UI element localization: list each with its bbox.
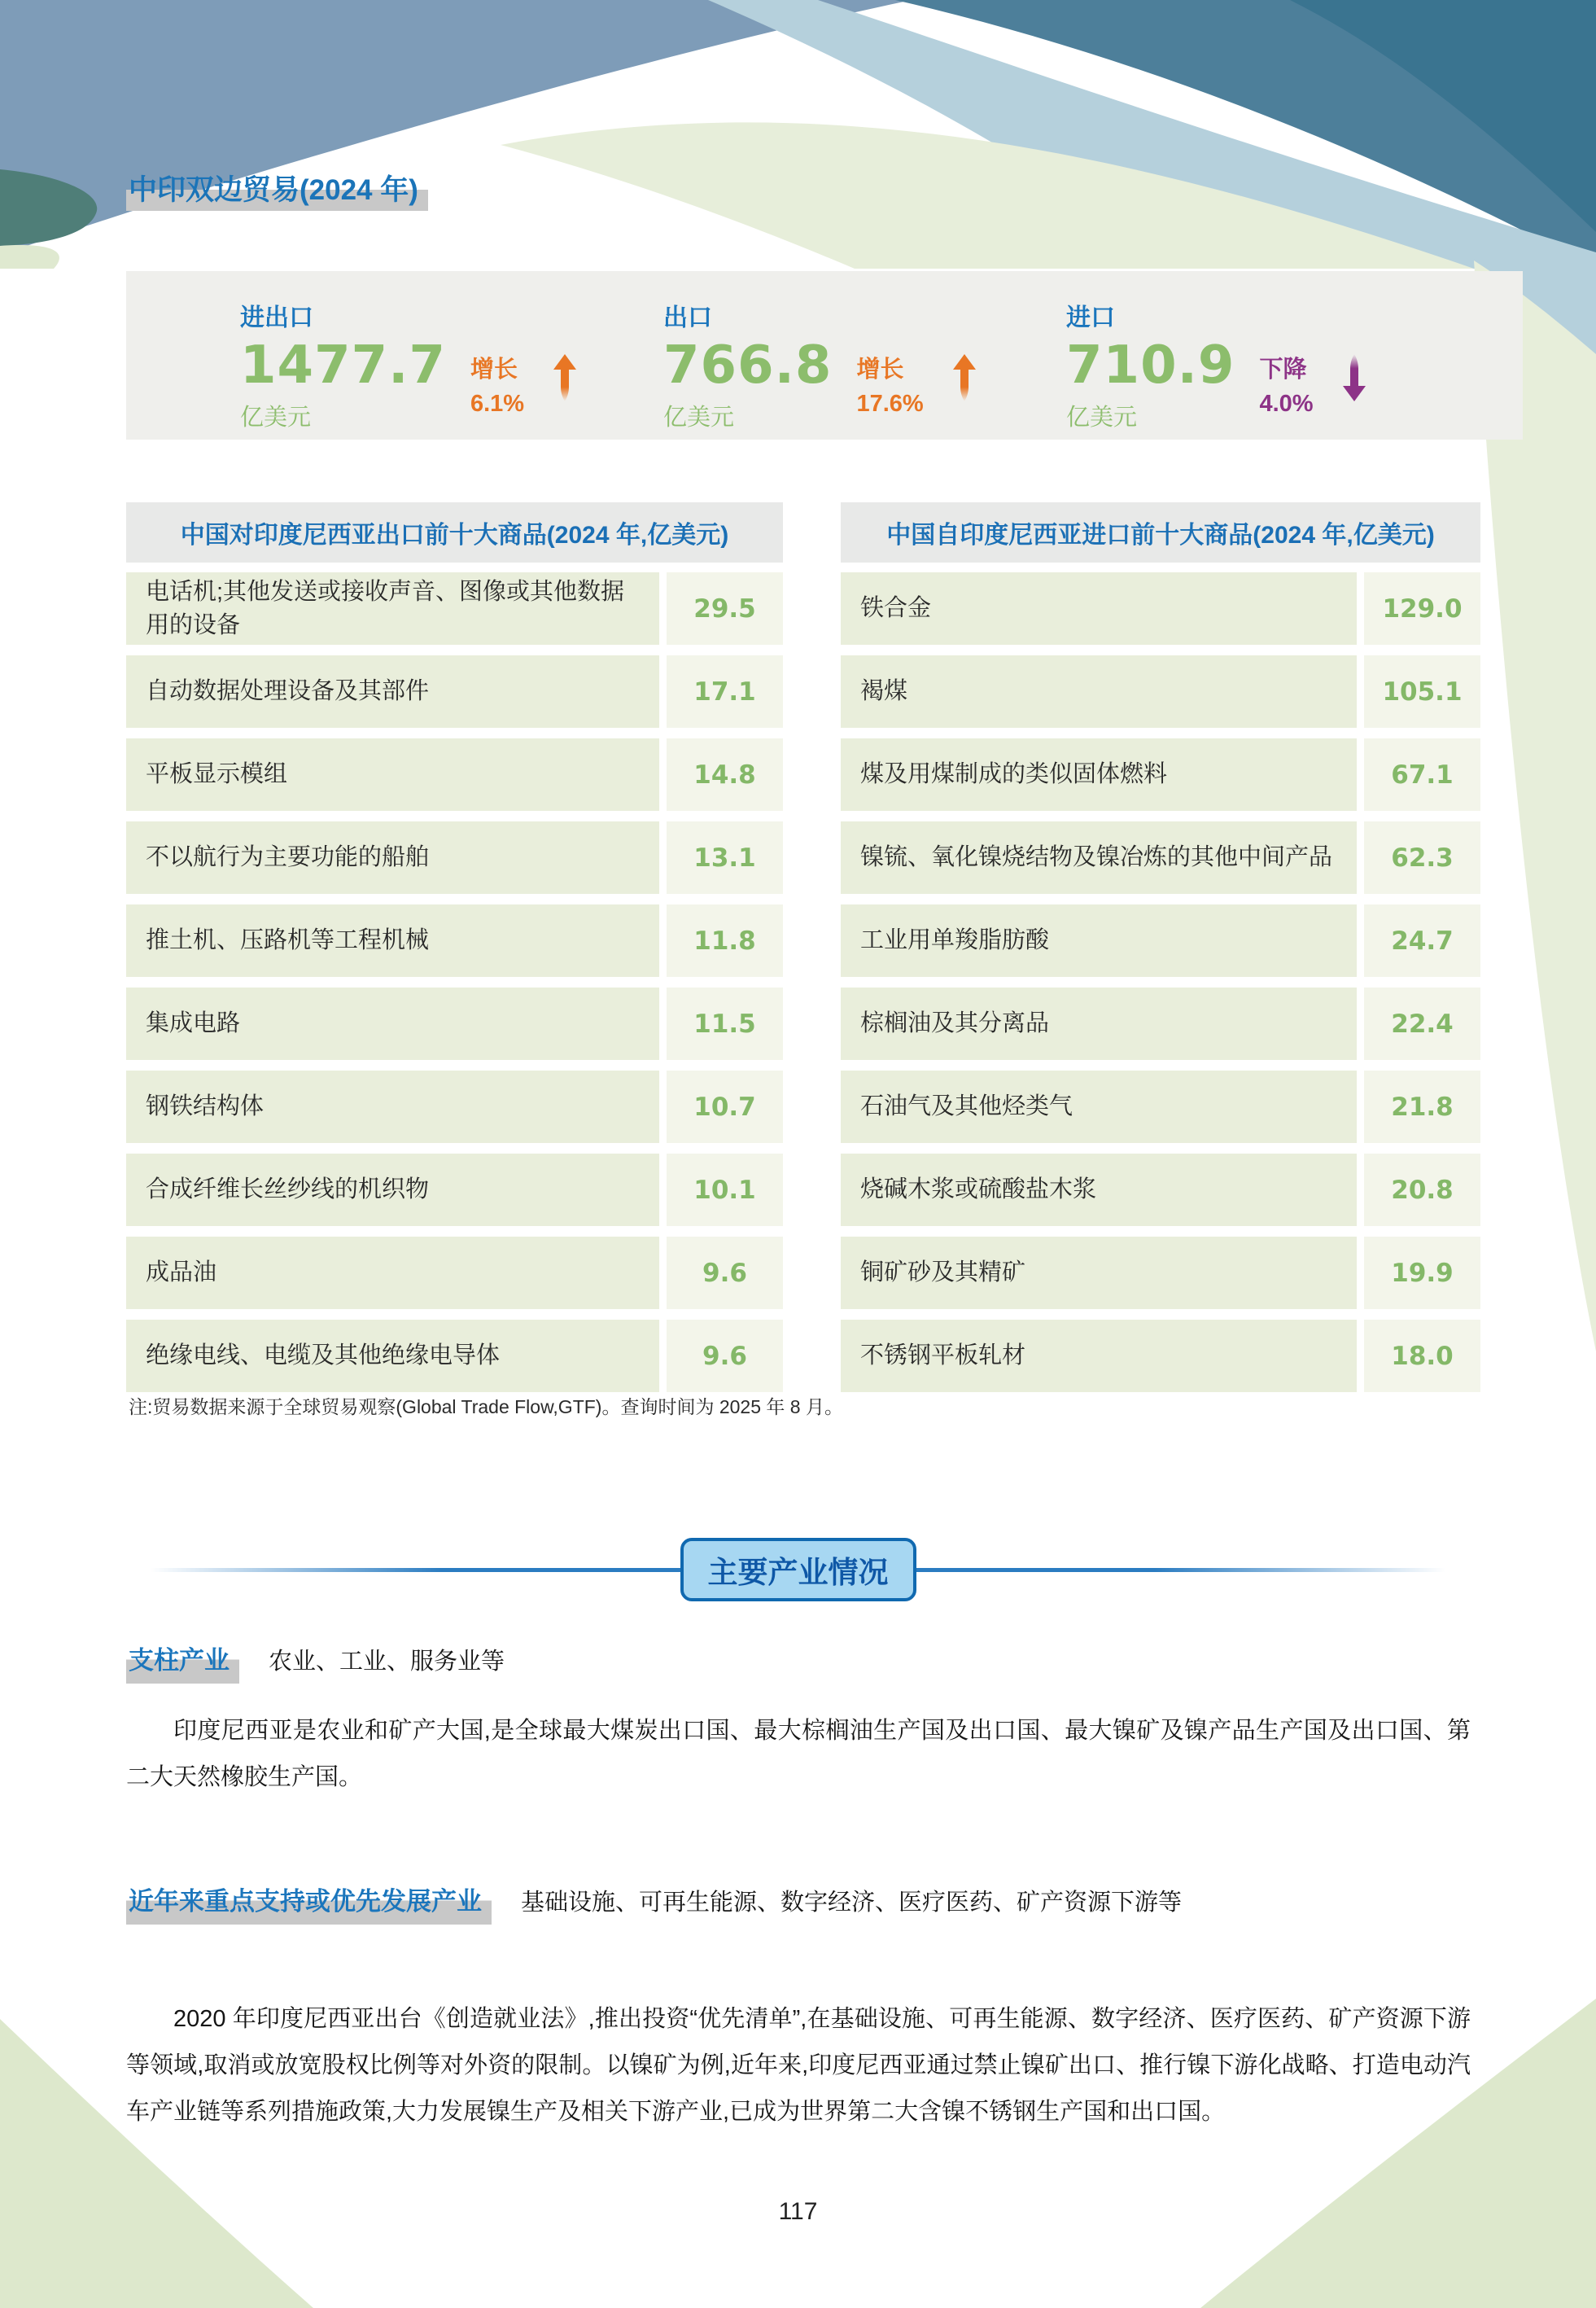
table-row	[841, 904, 1480, 977]
table-row	[126, 988, 783, 1060]
stat-import	[1066, 297, 1371, 432]
commodity-name: 工业用单羧脂肪酸	[841, 904, 1357, 977]
divider-line-left	[151, 1568, 680, 1572]
commodity-value: 29.5	[667, 572, 783, 645]
commodity-value: 10.7	[667, 1071, 783, 1143]
stat-change-label: 增长	[470, 357, 518, 383]
commodity-value: 62.3	[1364, 821, 1480, 894]
commodity-value: 14.8	[667, 738, 783, 811]
commodity-value: 18.0	[1364, 1320, 1480, 1392]
table-row	[841, 1237, 1480, 1309]
stat-label: 进出口	[240, 304, 313, 331]
priority-label: 近年来重点支持或优先发展产业	[126, 1881, 492, 1925]
down-arrow-icon	[1338, 353, 1371, 403]
stat-value: 766.8	[663, 335, 833, 396]
stat-value: 710.9	[1066, 335, 1235, 396]
priority-industries: 基础设施、可再生能源、数字经济、医疗医药、矿产资源下游等	[521, 1890, 1183, 1916]
pillar-label: 支柱产业	[126, 1640, 239, 1684]
commodity-value: 129.0	[1364, 572, 1480, 645]
commodity-name: 铜矿砂及其精矿	[841, 1237, 1357, 1309]
page-title	[126, 168, 428, 208]
commodity-name: 烧碱木浆或硫酸盐木浆	[841, 1154, 1357, 1226]
commodity-name: 石油气及其他烃类气	[841, 1071, 1357, 1143]
commodity-value: 11.8	[667, 904, 783, 977]
commodity-value: 20.8	[1364, 1154, 1480, 1226]
stat-number-block	[1066, 335, 1235, 432]
export-table-title: 中国对印度尼西亚出口前十大商品(2024 年,亿美元)	[126, 502, 783, 563]
stat-unit: 亿美元	[1066, 405, 1138, 431]
commodity-name: 不锈钢平板轧材	[841, 1320, 1357, 1392]
commodity-name: 成品油	[126, 1237, 659, 1309]
stat-change	[1259, 353, 1313, 432]
commodity-name: 不以航行为主要功能的船舶	[126, 821, 659, 894]
stat-label: 出口	[663, 304, 712, 331]
table-row	[841, 655, 1480, 728]
pillar-industries-row	[126, 1640, 505, 1684]
priority-paragraph: 2020 年印度尼西亚出台《创造就业法》,推出投资“优先清单”,在基础设施、可再生能源、数字经济、医疗医药、矿产资源下游等领域,取消或放宽股权比例等对外资的限制。以镍矿为例,近年来,印度尼西亚通过禁止镍矿出口、推行镍下游化战略、打造电动汽车产业链等系列措施政策,大力发展镍生产及相关下游产业,已成为世界第二大含镍不锈钢生产国和出口国。	[126, 2006, 1471, 2125]
up-arrow-icon	[549, 353, 581, 403]
commodity-value: 17.1	[667, 655, 783, 728]
stat-import-export	[240, 297, 581, 432]
commodity-name: 绝缘电线、电缆及其他绝缘电导体	[126, 1320, 659, 1392]
page-number: 117	[778, 2198, 818, 2225]
import-table	[841, 502, 1480, 1403]
table-row	[841, 572, 1480, 645]
commodity-value: 9.6	[667, 1237, 783, 1309]
table-row	[841, 988, 1480, 1060]
table-row	[126, 1237, 783, 1309]
commodity-name: 集成电路	[126, 988, 659, 1060]
stat-unit: 亿美元	[663, 405, 735, 431]
export-table	[126, 502, 783, 1403]
stat-change-value: 6.1%	[470, 391, 525, 418]
table-row	[126, 738, 783, 811]
table-row	[841, 1154, 1480, 1226]
stat-change-value: 4.0%	[1259, 391, 1314, 418]
commodity-name: 自动数据处理设备及其部件	[126, 655, 659, 728]
commodity-name: 铁合金	[841, 572, 1357, 645]
table-row	[126, 821, 783, 894]
commodity-value: 13.1	[667, 821, 783, 894]
table-row	[126, 1320, 783, 1392]
commodity-name: 棕榈油及其分离品	[841, 988, 1357, 1060]
table-row	[841, 738, 1480, 811]
commodity-name: 推土机、压路机等工程机械	[126, 904, 659, 977]
table-row	[126, 1154, 783, 1226]
commodity-value: 67.1	[1364, 738, 1480, 811]
pillar-industries: 农业、工业、服务业等	[269, 1649, 505, 1675]
stat-unit: 亿美元	[240, 405, 312, 431]
table-row	[126, 1071, 783, 1143]
commodity-name: 钢铁结构体	[126, 1071, 659, 1143]
commodity-name: 合成纤维长丝纱线的机织物	[126, 1154, 659, 1226]
stat-change-value: 17.6%	[856, 391, 924, 418]
stat-label: 进口	[1066, 304, 1115, 331]
stat-change	[470, 353, 524, 432]
trade-stats-bar	[126, 271, 1523, 440]
table-row	[841, 1071, 1480, 1143]
table-row	[126, 655, 783, 728]
commodity-value: 105.1	[1364, 655, 1480, 728]
import-table-title: 中国自印度尼西亚进口前十大商品(2024 年,亿美元)	[841, 502, 1480, 563]
up-arrow-icon	[948, 353, 981, 403]
commodity-value: 22.4	[1364, 988, 1480, 1060]
table-row	[126, 572, 783, 645]
stat-change-label: 增长	[856, 357, 904, 383]
commodity-value: 19.9	[1364, 1237, 1480, 1309]
source-note: 注:贸易数据来源于全球贸易观察(Global Trade Flow,GTF)。查询时间为 2025 年 8 月。	[129, 1396, 843, 1417]
stat-number-block	[663, 335, 833, 432]
commodity-name: 煤及用煤制成的类似固体燃料	[841, 738, 1357, 811]
stat-change-label: 下降	[1259, 357, 1307, 383]
section-divider	[151, 1540, 1445, 1599]
table-row	[841, 1320, 1480, 1392]
page-title-text: 中印双边贸易(2024 年)	[126, 174, 428, 211]
priority-industries-row	[126, 1881, 1182, 1925]
pillar-paragraph: 印度尼西亚是农业和矿产大国,是全球最大煤炭出口国、最大棕榈油生产国及出口国、最大镍矿及镍产品生产国及出口国、第二大天然橡胶生产国。	[126, 1718, 1471, 1790]
commodity-value: 11.5	[667, 988, 783, 1060]
commodity-name: 平板显示模组	[126, 738, 659, 811]
stat-change	[856, 353, 923, 432]
table-row	[126, 904, 783, 977]
commodity-name: 电话机;其他发送或接收声音、图像或其他数据用的设备	[126, 572, 659, 645]
top-decoration	[0, 0, 1596, 269]
commodity-value: 10.1	[667, 1154, 783, 1226]
divider-line-right	[916, 1568, 1446, 1572]
commodity-name: 镍锍、氧化镍烧结物及镍冶炼的其他中间产品	[841, 821, 1357, 894]
stat-export	[663, 297, 981, 432]
commodity-name: 褐煤	[841, 655, 1357, 728]
commodity-value: 21.8	[1364, 1071, 1480, 1143]
section-badge: 主要产业情况	[680, 1538, 916, 1601]
table-row	[841, 821, 1480, 894]
stat-value: 1477.7	[240, 335, 446, 396]
commodity-value: 9.6	[667, 1320, 783, 1392]
commodity-value: 24.7	[1364, 904, 1480, 977]
stat-number-block	[240, 335, 446, 432]
